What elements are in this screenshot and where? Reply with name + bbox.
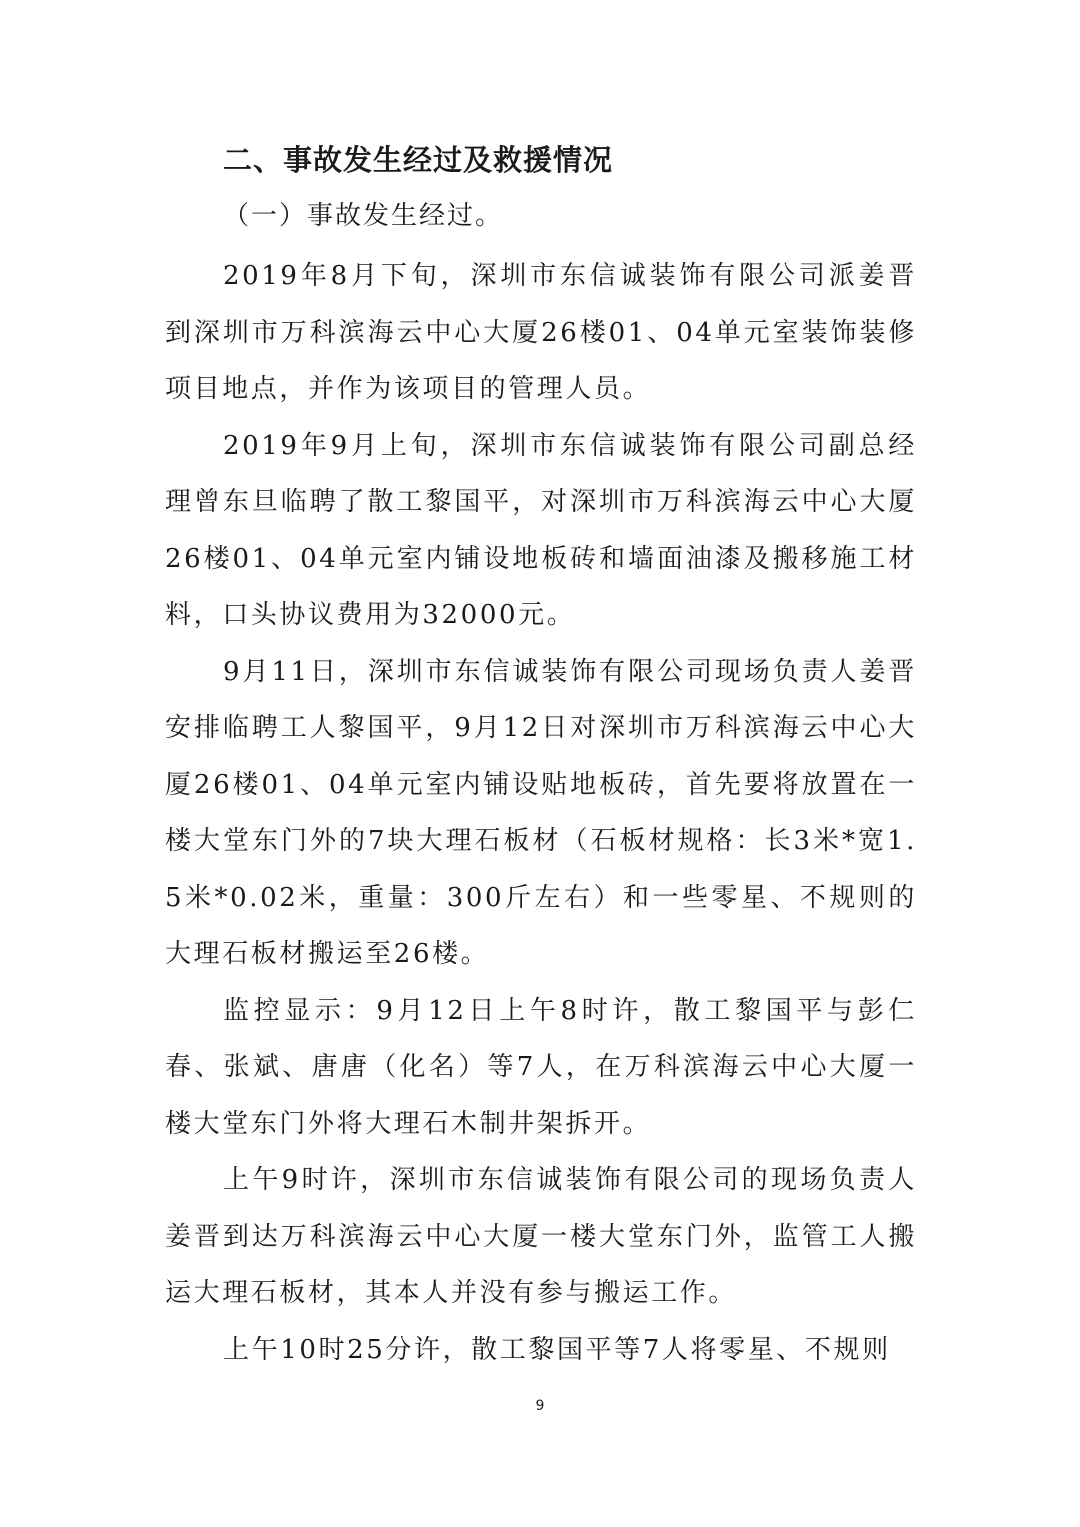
paragraph-3: 9月11日，深圳市东信诚装饰有限公司现场负责人姜晋安排临聘工人黎国平，9月12日对深圳市万科滨海云中心大厦26楼01、04单元室内铺设贴地板砖，首先要将放置在一楼大堂东门外的7块大理石板材（石板材规格：长3米*宽1.5米*0.02米，重量：300斤左右）和一些零星、不规则的大理石板材搬运至26楼。 [165, 656, 917, 969]
paragraph-6: 上午10时25分许，散工黎国平等7人将零星、不规则 [223, 1334, 891, 1365]
subsection-heading: （一）事故发生经过。 [223, 201, 504, 231]
section-heading: 二、事故发生经过及救援情况 [223, 143, 614, 177]
paragraph-4: 监控显示：9月12日上午8时许，散工黎国平与彭仁春、张斌、唐唐（化名）等7人，在万科滨海云中心大厦一楼大堂东门外将大理石木制井架拆开。 [165, 995, 917, 1139]
paragraph-1: 2019年8月下旬，深圳市东信诚装饰有限公司派姜晋到深圳市万科滨海云中心大厦26楼01、04单元室装饰装修项目地点，并作为该项目的管理人员。 [165, 261, 917, 404]
paragraph-2: 2019年9月上旬，深圳市东信诚装饰有限公司副总经理曾东旦临聘了散工黎国平，对深圳市万科滨海云中心大厦26楼01、04单元室内铺设地板砖和墙面油漆及搬移施工材料，口头协议费用为32000元。 [165, 430, 917, 630]
document-body [165, 136, 917, 1378]
paragraph-5: 上午9时许，深圳市东信诚装饰有限公司的现场负责人姜晋到达万科滨海云中心大厦一楼大堂东门外，监管工人搬运大理石板材，其本人并没有参与搬运工作。 [165, 1165, 917, 1308]
page-number: 9 [535, 1398, 545, 1414]
